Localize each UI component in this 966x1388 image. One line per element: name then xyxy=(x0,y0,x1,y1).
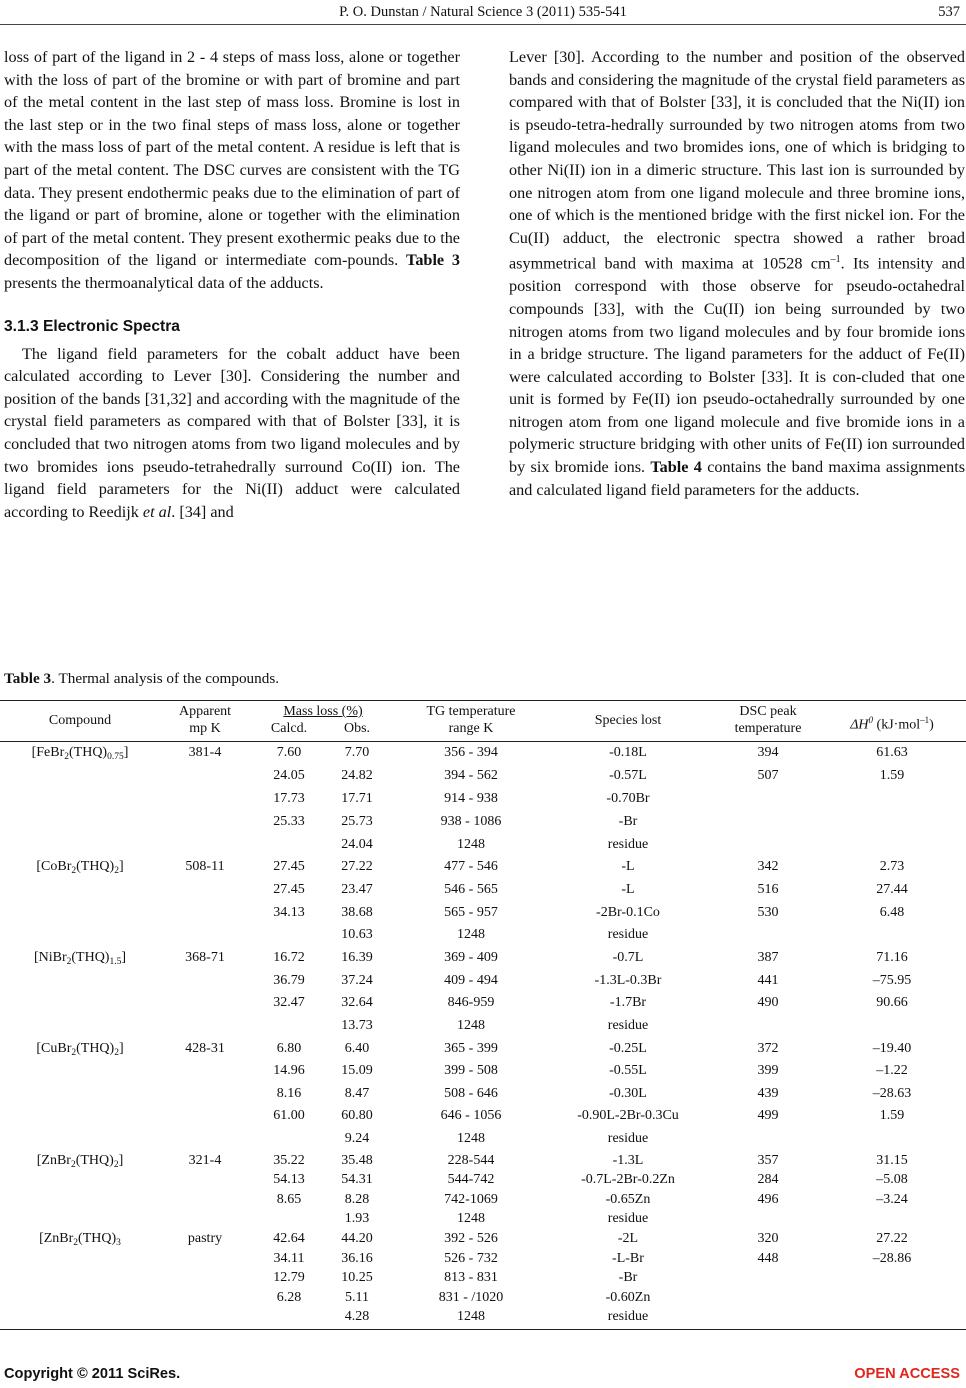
table-row xyxy=(0,1040,966,1058)
table-row xyxy=(0,1250,966,1268)
cell-dsc: 530 xyxy=(757,905,779,920)
cell-obs: 36.16 xyxy=(341,1251,373,1266)
page-footer xyxy=(4,1366,962,1386)
cell-obs: 8.28 xyxy=(344,1192,370,1207)
header-compound: Compound xyxy=(48,713,112,728)
cell-dsc: 399 xyxy=(757,1063,779,1078)
cell-calcd: 34.13 xyxy=(273,905,305,920)
header-dh-sup: 0 xyxy=(868,715,874,725)
cell-compound: $[CuBr_2(THQ)_2]$ xyxy=(36,1041,124,1058)
cell-dh: –3.24 xyxy=(876,1192,908,1207)
cell-tg: 1248 xyxy=(457,837,485,852)
cell-mp: 508-11 xyxy=(185,859,225,874)
cell-dsc: 342 xyxy=(757,859,779,874)
header-obs: Obs. xyxy=(343,721,371,736)
cell-species: residue xyxy=(607,1211,649,1226)
cell-species: residue xyxy=(607,927,649,942)
table-row xyxy=(0,904,966,922)
table-row xyxy=(0,1289,966,1307)
cell-dsc: 448 xyxy=(757,1251,779,1266)
copyright: Copyright © 2011 SciRes. xyxy=(4,1366,181,1382)
cell-dsc: 357 xyxy=(757,1153,779,1168)
header-mp-line2: mp K xyxy=(189,721,221,736)
para2-italic: et al xyxy=(142,502,172,521)
cell-mp: pastry xyxy=(187,1231,223,1246)
table-row xyxy=(0,790,966,808)
table-caption-text: . Thermal analysis of the compounds. xyxy=(51,670,280,687)
cell-obs: 13.73 xyxy=(341,1018,373,1033)
cell-tg: 228-544 xyxy=(447,1153,495,1168)
cell-obs: 32.64 xyxy=(341,995,373,1010)
table-row xyxy=(0,1130,966,1148)
table-row xyxy=(0,767,966,785)
cell-dh: –5.08 xyxy=(876,1172,908,1187)
cell-species: residue xyxy=(607,1309,649,1324)
running-title: P. O. Dunstan / Natural Science 3 (2011) 535-541 xyxy=(339,4,627,20)
cell-obs: 35.48 xyxy=(341,1153,373,1168)
cell-calcd: 61.00 xyxy=(273,1108,305,1123)
cell-tg: 813 - 831 xyxy=(444,1270,498,1285)
cell-dsc: 387 xyxy=(757,950,779,965)
table-caption-label: Table 3 xyxy=(4,670,52,687)
cell-calcd: 6.28 xyxy=(276,1290,302,1305)
cell-tg: 356 - 394 xyxy=(444,745,498,760)
cell-species: -0.60Zn xyxy=(605,1290,651,1305)
cell-obs: 5.11 xyxy=(345,1290,369,1305)
para1-tail: presents the thermoanalytical data of the adducts. xyxy=(4,273,324,292)
cell-tg: 1248 xyxy=(457,1211,485,1226)
page-header xyxy=(0,4,966,22)
cell-calcd: 24.05 xyxy=(273,768,305,783)
header-mass-loss: Mass loss (%) xyxy=(283,704,363,719)
cell-species: -Br xyxy=(618,814,638,829)
table3-ref: Table 3 xyxy=(406,251,461,270)
right-text-c: contains the band maxima assignments and calculated ligand field parameters for the adducts. xyxy=(509,458,965,499)
cell-calcd: 12.79 xyxy=(273,1270,305,1285)
cell-dh: 27.44 xyxy=(876,882,908,897)
table-row xyxy=(0,1062,966,1080)
cell-dsc: 507 xyxy=(757,768,779,783)
cell-species: -2L xyxy=(617,1231,639,1246)
cell-calcd: 7.60 xyxy=(276,745,302,760)
header-dh-close: ) xyxy=(929,717,934,733)
cell-dsc: 441 xyxy=(757,973,779,988)
table-row xyxy=(0,744,966,762)
cell-obs: 15.09 xyxy=(341,1063,373,1078)
para2-tail: . [34] and xyxy=(171,502,234,521)
header-calcd: Calcd. xyxy=(270,721,308,736)
cell-mp: 428-31 xyxy=(185,1041,225,1056)
cell-calcd: 8.16 xyxy=(276,1086,302,1101)
cell-calcd: 8.65 xyxy=(276,1192,302,1207)
cell-dh: 1.59 xyxy=(879,768,905,783)
cell-tg: 477 - 546 xyxy=(444,859,498,874)
cell-calcd: 54.13 xyxy=(273,1172,305,1187)
cell-compound: $[NiBr_2(THQ)_{1.5}]$ xyxy=(33,950,127,967)
cell-tg: 646 - 1056 xyxy=(440,1108,502,1123)
cell-calcd: 27.45 xyxy=(273,859,305,874)
header-enthalpy xyxy=(826,712,958,734)
table-row xyxy=(0,1210,966,1228)
cell-tg: 1248 xyxy=(457,1018,485,1033)
section-heading: 3.1.3 Electronic Spectra xyxy=(4,317,180,335)
cell-tg: 831 - /1020 xyxy=(438,1290,504,1305)
cell-obs: 9.24 xyxy=(344,1131,370,1146)
header-tg-line2: range K xyxy=(448,721,494,736)
cell-tg: 1248 xyxy=(457,927,485,942)
cell-species: -0.55L xyxy=(609,1063,647,1078)
cell-obs: 38.68 xyxy=(341,905,373,920)
cell-obs: 44.20 xyxy=(341,1231,373,1246)
cell-dsc: 496 xyxy=(757,1192,779,1207)
table-row xyxy=(0,1085,966,1103)
header-dsc xyxy=(724,703,812,737)
right-column xyxy=(509,46,965,501)
cell-obs: 23.47 xyxy=(341,882,373,897)
cell-dsc: 516 xyxy=(757,882,779,897)
left-column xyxy=(4,46,460,523)
table-header-rule xyxy=(0,741,966,742)
cell-compound: [$ZnBr_2(THQ)_3$ xyxy=(39,1231,121,1248)
cell-obs: 54.31 xyxy=(341,1172,373,1187)
cell-dh: 71.16 xyxy=(876,950,908,965)
cell-dh: –28.63 xyxy=(872,1086,912,1101)
cell-dsc: 394 xyxy=(757,745,779,760)
cell-dh: –28.86 xyxy=(872,1251,912,1266)
cell-obs: 60.80 xyxy=(341,1108,373,1123)
cell-species: -0.70Br xyxy=(606,791,650,806)
cell-tg: 369 - 409 xyxy=(444,950,498,965)
table-row xyxy=(0,1171,966,1189)
cell-obs: 1.93 xyxy=(344,1211,370,1226)
cell-species: -L-Br xyxy=(612,1251,644,1266)
table-row xyxy=(0,1269,966,1287)
cell-species: -2Br-0.1Co xyxy=(596,905,660,920)
cell-obs: 6.40 xyxy=(344,1041,370,1056)
cell-species: -0.90L-2Br-0.3Cu xyxy=(577,1108,679,1123)
table-top-rule xyxy=(0,700,966,701)
cell-compound: $[ZnBr_2(THQ)_2]$ xyxy=(36,1153,124,1170)
header-rule xyxy=(0,24,966,25)
header-dh-unit: (kJ·mol xyxy=(873,717,921,733)
table-caption xyxy=(4,670,279,688)
cell-obs: 4.28 xyxy=(344,1309,370,1324)
cell-tg: 409 - 494 xyxy=(444,973,498,988)
cell-calcd: 42.64 xyxy=(273,1231,305,1246)
cell-species: -1.7Br xyxy=(609,995,647,1010)
cell-dh: 2.73 xyxy=(879,859,905,874)
cell-species: -0.25L xyxy=(609,1041,647,1056)
table-row xyxy=(0,1230,966,1248)
cell-obs: 27.22 xyxy=(341,859,373,874)
cell-obs: 7.70 xyxy=(344,745,370,760)
left-paragraph-2 xyxy=(4,343,460,524)
header-tg-line1: TG temperature xyxy=(426,704,516,719)
cell-species: -L xyxy=(621,859,635,874)
page-number: 537 xyxy=(938,4,960,20)
cell-obs: 24.82 xyxy=(341,768,373,783)
table-row xyxy=(0,949,966,967)
cell-mp: 321-4 xyxy=(188,1153,222,1168)
cell-obs: 8.47 xyxy=(344,1086,370,1101)
cell-calcd: 36.79 xyxy=(273,973,305,988)
cell-dh: 61.63 xyxy=(876,745,908,760)
table-bottom-rule xyxy=(0,1329,966,1330)
cell-calcd: 17.73 xyxy=(273,791,305,806)
cell-species: -0.30L xyxy=(609,1086,647,1101)
cell-dsc: 284 xyxy=(757,1172,779,1187)
cell-obs: 25.73 xyxy=(341,814,373,829)
cell-compound: $[CoBr_2(THQ)_2]$ xyxy=(36,859,124,876)
cell-tg: 846-959 xyxy=(447,995,495,1010)
table-row xyxy=(0,1107,966,1125)
cell-tg: 544-742 xyxy=(447,1172,495,1187)
cell-tg: 526 - 732 xyxy=(444,1251,498,1266)
cell-tg: 392 - 526 xyxy=(444,1231,498,1246)
cell-tg: 1248 xyxy=(457,1131,485,1146)
cell-dh: 27.22 xyxy=(876,1231,908,1246)
cell-dsc: 439 xyxy=(757,1086,779,1101)
table-row xyxy=(0,926,966,944)
header-dsc-line2: temperature xyxy=(734,721,802,736)
table-row xyxy=(0,836,966,854)
right-text-b: . Its intensity and position correspond with those observe for pseudo-octahedral compounds [33], with the Cu(II) ion being surrounded by two nitrogen atoms from two ligand molecules and by four bromide ions in a bridge structure. The ligand parameters for the adduct of Fe(II) were calculated according to Bolster [33]. It is con-cluded that one unit is formed by Fe(II) ion pseudo-octahedrally surrounded by one nitrogen atom from one ligand molecule and five bromide ions in a polymeric structure bridging with other units of Fe(II) ion surrounded by six bromide ions. xyxy=(509,254,965,477)
cell-species: -Br xyxy=(618,1270,638,1285)
table-row xyxy=(0,813,966,831)
cell-species: -1.3L-0.3Br xyxy=(594,973,662,988)
header-species: Species lost xyxy=(594,713,662,728)
cell-mp: 381-4 xyxy=(188,745,222,760)
right-text-sup: –1 xyxy=(830,254,841,266)
cell-species: residue xyxy=(607,1018,649,1033)
cell-dh: –75.95 xyxy=(872,973,912,988)
header-dh-delta: ΔH xyxy=(850,717,869,733)
right-text-a: Lever [30]. According to the number and position of the observed bands and considering the magnitude of the crystal field parameters as compared with that of Bolster [33], it is concluded that the Ni(II) ion is pseudo-tetra-hedrally surrounded by two nitrogen atoms from two ligand molecules and two bromides ions, one of which is bridging to other Ni(II) ion in a dimeric structure. This last ion is surrounded by one nitrogen atom from one ligand molecule and three bromine ions, one of which is the mentioned bridge with the first nickel ion. For the Cu(II) adduct, the electronic spectra showed a rather broad asymmetrical band with maxima at 10528 cm xyxy=(509,48,965,273)
cell-calcd: 14.96 xyxy=(273,1063,305,1078)
cell-species: -0.7L-2Br-0.2Zn xyxy=(581,1172,675,1187)
cell-obs: 37.24 xyxy=(341,973,373,988)
cell-dsc: 499 xyxy=(757,1108,779,1123)
cell-obs: 16.39 xyxy=(341,950,373,965)
table-row xyxy=(0,1191,966,1209)
cell-dh: –1.22 xyxy=(876,1063,908,1078)
table-row xyxy=(0,858,966,876)
cell-species: -0.65Zn xyxy=(605,1192,651,1207)
cell-calcd: 32.47 xyxy=(273,995,305,1010)
cell-obs: 24.04 xyxy=(341,837,373,852)
cell-obs: 10.63 xyxy=(341,927,373,942)
cell-tg: 565 - 957 xyxy=(444,905,498,920)
cell-tg: 742-1069 xyxy=(444,1192,498,1207)
cell-dsc: 320 xyxy=(757,1231,779,1246)
cell-tg: 365 - 399 xyxy=(444,1041,498,1056)
cell-dh: 1.59 xyxy=(879,1108,905,1123)
cell-mp: 368-71 xyxy=(185,950,225,965)
cell-species: residue xyxy=(607,1131,649,1146)
left-paragraph-1 xyxy=(4,46,460,295)
cell-species: -0.7L xyxy=(612,950,644,965)
cell-calcd: 27.45 xyxy=(273,882,305,897)
cell-calcd: 6.80 xyxy=(276,1041,302,1056)
table-row xyxy=(0,1017,966,1035)
table-row xyxy=(0,994,966,1012)
cell-calcd: 35.22 xyxy=(273,1153,305,1168)
cell-calcd: 25.33 xyxy=(273,814,305,829)
para1-text: loss of part of the ligand in 2 - 4 steps of mass loss, alone or together with the loss of part of the bromine or with part of bromine and part of the metal content in the last step of mass loss. Bromine is lost in the last step or in the two final steps of mass loss, alone or together with the mass loss of part of the metal content. A residue is left that is part of the metal content. The DSC curves are consistent with the TG data. They present endothermic peaks due to the elimination of part of the ligand or part of bromine, alone or together with the elimination of part of the metal content. They present exothermic peaks due to the decomposition of the ligand or intermediate com-pounds. xyxy=(4,48,460,270)
cell-species: -L xyxy=(621,882,635,897)
header-mp-line1: Apparent xyxy=(178,704,232,719)
header-tg xyxy=(396,703,546,737)
cell-dh: 6.48 xyxy=(879,905,905,920)
para2-text: The ligand field parameters for the cobalt adduct have been calculated according to Lever [30]. Considering the number and position of the bands [31,32] and according with the magnitude of the crystal field parameters as compared with that of Bolster [33], it is concluded that two nitrogen atoms from two ligand molecules and by two bromides ions pseudo-tetrahedrally surround Co(II) ion. The ligand field parameters for the Ni(II) adduct were calculated according to Reedijk xyxy=(4,344,460,521)
cell-species: -1.3L xyxy=(612,1153,644,1168)
table4-ref: Table 4 xyxy=(650,458,702,477)
cell-dsc: 490 xyxy=(757,995,779,1010)
cell-dh: 90.66 xyxy=(876,995,908,1010)
header-dh-unit-sup: –1 xyxy=(920,715,930,725)
table-row xyxy=(0,881,966,899)
cell-obs: 10.25 xyxy=(341,1270,373,1285)
cell-calcd: 16.72 xyxy=(273,950,305,965)
open-access-label: OPEN ACCESS xyxy=(854,1366,960,1382)
cell-calcd: 34.11 xyxy=(273,1251,305,1266)
cell-obs: 17.71 xyxy=(341,791,373,806)
cell-dh: 31.15 xyxy=(876,1153,908,1168)
cell-species: -0.57L xyxy=(609,768,647,783)
table-row xyxy=(0,1152,966,1170)
header-dsc-line1: DSC peak xyxy=(739,704,797,719)
cell-tg: 1248 xyxy=(457,1309,485,1324)
cell-compound: $[FeBr_2(THQ)_{0.75}]$ xyxy=(31,745,129,762)
header-mp xyxy=(164,703,246,737)
table-row xyxy=(0,1308,966,1326)
cell-species: residue xyxy=(607,837,649,852)
cell-tg: 938 - 1086 xyxy=(440,814,502,829)
cell-dh: –19.40 xyxy=(872,1041,912,1056)
table-row xyxy=(0,972,966,990)
cell-species: -0.18L xyxy=(609,745,647,760)
cell-dsc: 372 xyxy=(757,1041,779,1056)
cell-tg: 546 - 565 xyxy=(444,882,498,897)
cell-tg: 394 - 562 xyxy=(444,768,498,783)
cell-tg: 399 - 508 xyxy=(444,1063,498,1078)
cell-tg: 508 - 646 xyxy=(444,1086,498,1101)
right-paragraph xyxy=(509,46,965,501)
cell-tg: 914 - 938 xyxy=(444,791,498,806)
